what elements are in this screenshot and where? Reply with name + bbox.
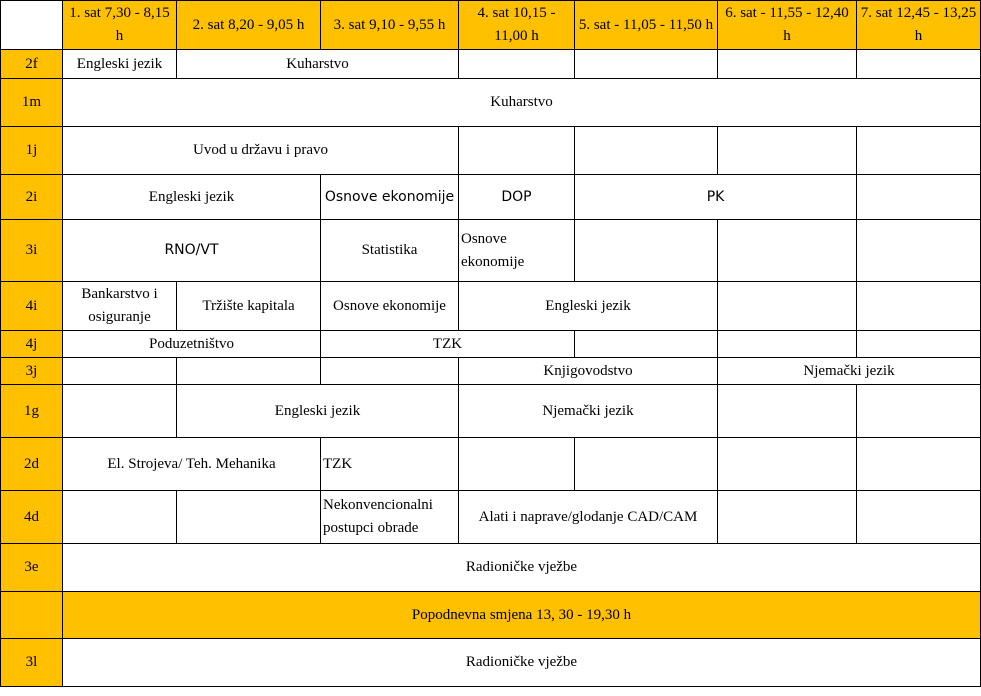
lesson-cell: RNO/VT [63, 220, 321, 282]
class-label: 4i [1, 282, 63, 331]
lesson-cell: Radioničke vježbe [63, 639, 981, 687]
header-row [1, 1, 981, 50]
class-row-1g [1, 385, 981, 438]
empty-cell [575, 50, 718, 79]
lesson-cell: Njemački jezik [718, 358, 981, 385]
lesson-cell: Engleski jezik [63, 175, 321, 220]
lesson-cell: Uvod u državu i pravo [63, 127, 459, 175]
lesson-cell: Osnove ekonomije [459, 220, 575, 282]
lesson-cell: Bankarstvo i osiguranje [63, 282, 177, 331]
lesson-cell: Osnove ekonomije [321, 282, 459, 331]
empty-cell [718, 50, 857, 79]
empty-cell [857, 331, 981, 358]
empty-cell [718, 438, 857, 491]
lesson-cell: Poduzetništvo [63, 331, 321, 358]
class-label: 3j [1, 358, 63, 385]
afternoon-shift-row [1, 592, 981, 639]
class-row-3e [1, 544, 981, 592]
empty-cell [177, 491, 321, 544]
lesson-cell: Radioničke vježbe [63, 544, 981, 592]
class-label: 3e [1, 544, 63, 592]
empty-cell [321, 358, 459, 385]
empty-cell [857, 175, 981, 220]
corner-cell [1, 1, 63, 50]
class-label: 1g [1, 385, 63, 438]
empty-cell [63, 358, 177, 385]
class-label: 3i [1, 220, 63, 282]
lesson-cell: Tržište kapitala [177, 282, 321, 331]
empty-cell [857, 127, 981, 175]
empty-cell [575, 127, 718, 175]
period-3-header: 3. sat 9,10 - 9,55 h [321, 1, 459, 50]
lesson-cell: Kuharstvo [177, 50, 459, 79]
empty-cell [718, 282, 857, 331]
class-label: 2f [1, 50, 63, 79]
class-row-4d [1, 491, 981, 544]
empty-cell [718, 491, 857, 544]
empty-cell [718, 220, 857, 282]
class-row-1m [1, 79, 981, 127]
empty-cell [718, 127, 857, 175]
lesson-cell: Engleski jezik [177, 385, 459, 438]
empty-cell [857, 491, 981, 544]
empty-cell [718, 385, 857, 438]
empty-cell [459, 50, 575, 79]
class-label: 4d [1, 491, 63, 544]
class-row-2f [1, 50, 981, 79]
class-row-3i [1, 220, 981, 282]
class-row-2d [1, 438, 981, 491]
empty-cell [857, 50, 981, 79]
period-4-header: 4. sat 10,15 - 11,00 h [459, 1, 575, 50]
lesson-cell: Kuharstvo [63, 79, 981, 127]
shift-label-spacer [1, 592, 63, 639]
class-row-4j [1, 331, 981, 358]
period-6-header: 6. sat - 11,55 - 12,40 h [718, 1, 857, 50]
class-row-1j [1, 127, 981, 175]
period-5-header: 5. sat - 11,05 - 11,50 h [575, 1, 718, 50]
lesson-cell: Osnove ekonomije [321, 175, 459, 220]
lesson-cell: Knjigovodstvo [459, 358, 718, 385]
class-row-3j [1, 358, 981, 385]
period-7-header: 7. sat 12,45 - 13,25 h [857, 1, 981, 50]
period-1-header: 1. sat 7,30 - 8,15 h [63, 1, 177, 50]
empty-cell [459, 127, 575, 175]
lesson-cell: Engleski jezik [459, 282, 718, 331]
lesson-cell: El. Strojeva/ Teh. Mehanika [63, 438, 321, 491]
class-label: 2i [1, 175, 63, 220]
empty-cell [459, 438, 575, 491]
empty-cell [857, 438, 981, 491]
class-row-4i [1, 282, 981, 331]
lesson-cell: Statistika [321, 220, 459, 282]
empty-cell [575, 220, 718, 282]
period-2-header: 2. sat 8,20 - 9,05 h [177, 1, 321, 50]
class-label: 4j [1, 331, 63, 358]
lesson-cell: DOP [459, 175, 575, 220]
empty-cell [575, 331, 718, 358]
empty-cell [177, 358, 321, 385]
class-label: 1j [1, 127, 63, 175]
empty-cell [63, 385, 177, 438]
empty-cell [857, 220, 981, 282]
empty-cell [718, 331, 857, 358]
class-label: 2d [1, 438, 63, 491]
lesson-cell: PK [575, 175, 857, 220]
lesson-cell: Alati i naprave/glodanje CAD/CAM [459, 491, 718, 544]
lesson-cell: Engleski jezik [63, 50, 177, 79]
empty-cell [857, 385, 981, 438]
class-row-3l [1, 639, 981, 687]
class-label: 1m [1, 79, 63, 127]
lesson-cell: Nekonvencionalni postupci obrade [321, 491, 459, 544]
lesson-cell: Njemački jezik [459, 385, 718, 438]
class-label: 3l [1, 639, 63, 687]
empty-cell [575, 438, 718, 491]
afternoon-shift-banner: Popodnevna smjena 13, 30 - 19,30 h [63, 592, 981, 639]
lesson-cell: TZK [321, 331, 575, 358]
empty-cell [857, 282, 981, 331]
empty-cell [63, 491, 177, 544]
class-row-2i [1, 175, 981, 220]
lesson-cell: TZK [321, 438, 459, 491]
